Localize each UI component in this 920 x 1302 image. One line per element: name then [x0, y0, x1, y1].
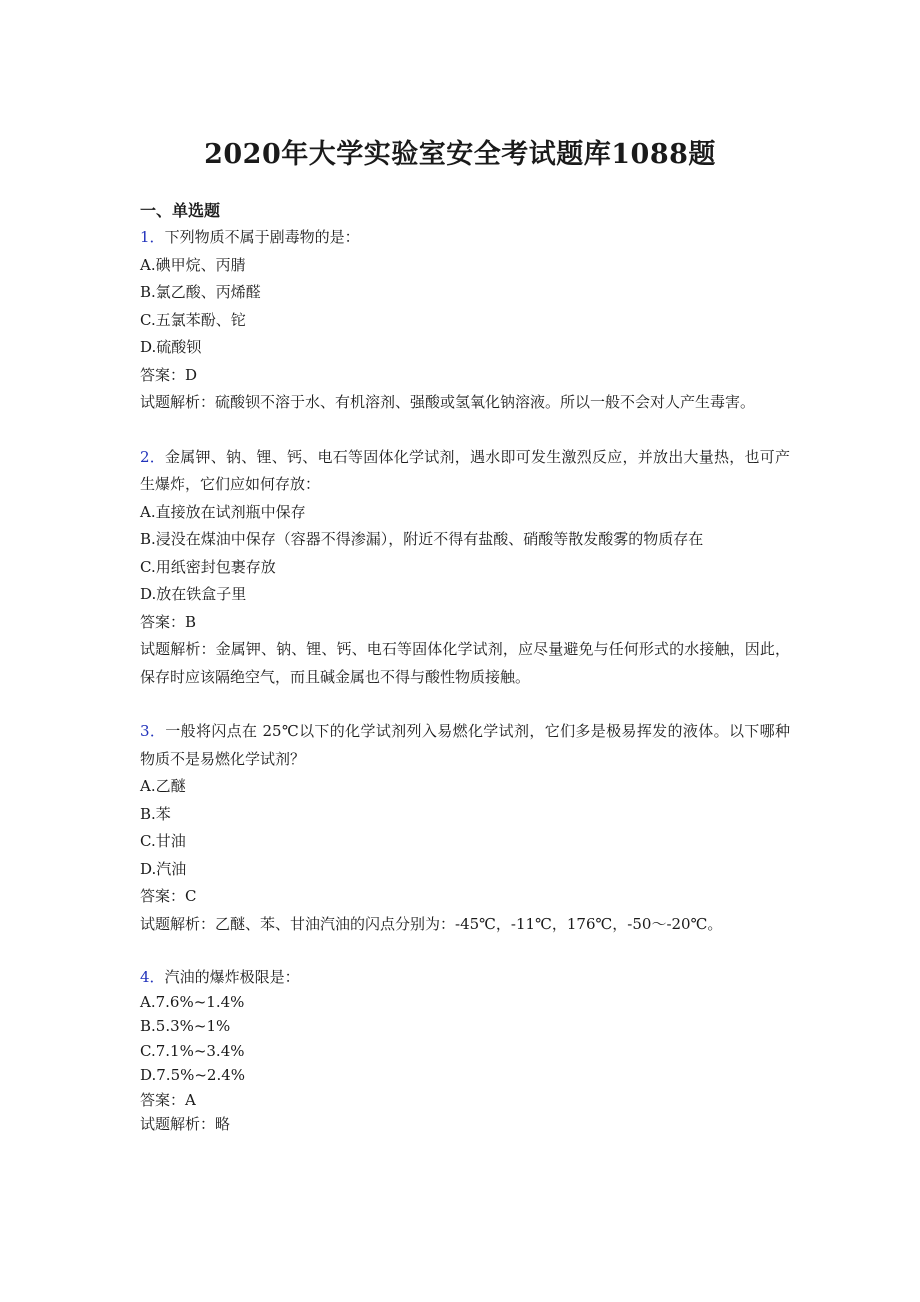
question-text: 下列物质不属于剧毒物的是： [164, 228, 360, 246]
option-a: A.直接放在试剂瓶中保存 [140, 502, 306, 521]
question-spacer [140, 691, 790, 718]
question-stem [140, 718, 790, 773]
option-b: B.氯乙酸、丙烯醛 [140, 283, 261, 301]
option-c: C.用纸密封包裹存放 [140, 557, 276, 576]
section-heading: 一、单选题 [140, 201, 221, 220]
option-c: C.甘油 [140, 832, 186, 850]
option-a: A.碘甲烷、丙腈 [140, 255, 246, 274]
answer: 答案：A [140, 1090, 196, 1109]
option-c: C.7.1%~3.4% [140, 1041, 245, 1060]
analysis: 试题解析：硫酸钡不溶于水、有机溶剂、强酸或氢氧化钠溶液。所以一般不会对人产生毒害。 [140, 393, 756, 411]
number-separator: ． [149, 968, 165, 986]
number-separator: ． [149, 722, 166, 740]
question-number: 4 [140, 968, 150, 986]
answer: 答案：D [140, 365, 198, 384]
analysis: 试题解析：略 [140, 1115, 231, 1133]
option-a: A.7.6%~1.4% [140, 992, 245, 1011]
answer: 答案：C [140, 887, 197, 905]
question-number: 1 [140, 228, 150, 246]
document-body [140, 198, 790, 1137]
question-text: 汽油的爆炸极限是： [164, 968, 300, 986]
question-text: 金属钾、钠、锂、钙、电石等固体化学试剂，遇水即可发生激烈反应，并放出大量热，也可产生爆炸，它们应如何存放： [140, 447, 790, 493]
question-1 [140, 224, 790, 417]
question-spacer [140, 417, 790, 444]
option-c: C.五氯苯酚、铊 [140, 310, 246, 329]
question-stem [140, 444, 790, 499]
question-number: 3 [140, 722, 150, 740]
option-d: D.7.5%~2.4% [140, 1066, 246, 1084]
question-stem [140, 965, 790, 990]
option-b: B.5.3%~1% [140, 1017, 231, 1035]
number-separator: ． [149, 447, 166, 466]
question-3 [140, 718, 790, 938]
analysis: 试题解析：乙醚、苯、甘油汽油的闪点分别为：-45℃，-11℃，176℃，-50～-20℃。 [140, 914, 723, 933]
option-b: B.苯 [140, 804, 171, 823]
answer: 答案：B [140, 612, 197, 631]
question-text: 一般将闪点在 25℃以下的化学试剂列入易燃化学试剂，它们多是极易挥发的液体。以下哪种物质不是易燃化学试剂？ [140, 722, 790, 768]
number-separator: ． [149, 228, 165, 246]
analysis: 试题解析：金属钾、钠、锂、钙、电石等固体化学试剂，应尽量避免与任何形式的水接触，因此，保存时应该隔绝空气，而且碱金属也不得与酸性物质接触。 [140, 640, 790, 686]
option-a: A.乙醚 [140, 777, 186, 795]
question-stem [140, 224, 790, 252]
option-d: D.汽油 [140, 859, 187, 878]
question-4 [140, 965, 790, 1137]
question-2 [140, 444, 790, 692]
question-spacer [140, 938, 790, 965]
question-number: 2 [140, 447, 150, 466]
option-d: D.硫酸钡 [140, 338, 202, 356]
option-d: D.放在铁盒子里 [140, 585, 247, 603]
document-title: 2020年大学实验室安全考试题库1088题 [204, 139, 716, 170]
option-b: B.浸没在煤油中保存（容器不得渗漏），附近不得有盐酸、硝酸等散发酸雾的物质存在 [140, 530, 704, 548]
